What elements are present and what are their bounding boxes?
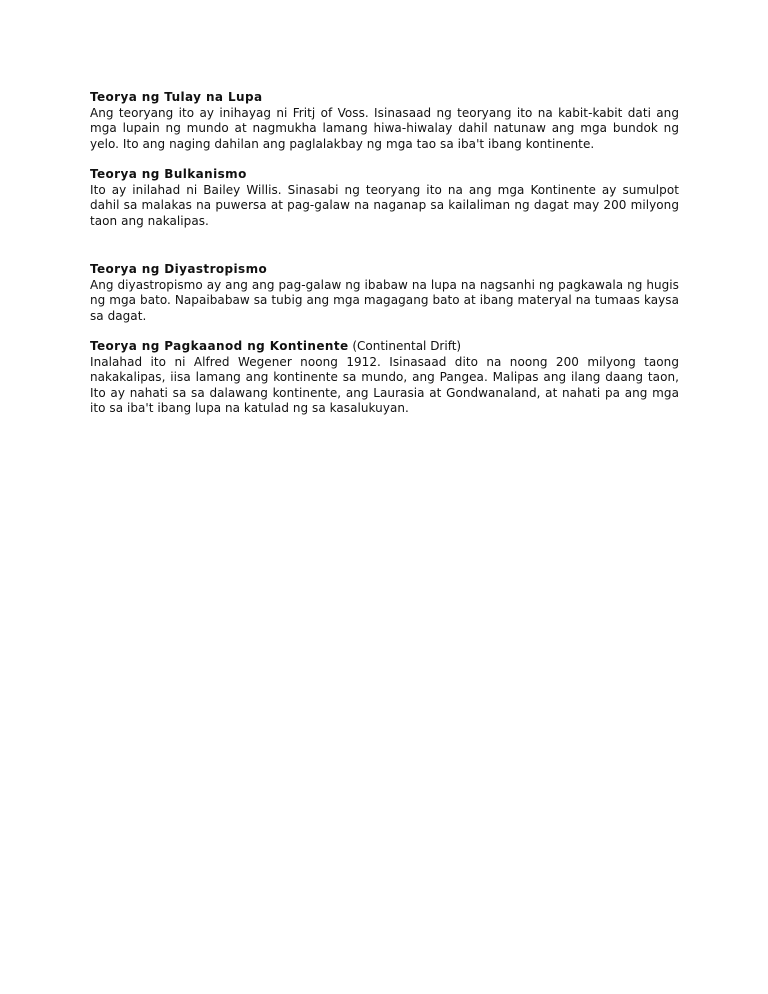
section-body: Ang teoryang ito ay inihayag ni Fritj of Voss. Isinasaad ng teoryang ito na kabit-kabit dati ang mga lupain ng mundo at nagmukha lamang hiwa-hiwalay dahil natunaw ang mga bundok ng yelo. Ito ang naging dahilan ang paglalakbay ng mga tao sa iba't ibang kontinente. [90,105,679,151]
section-bulkanismo [90,167,679,229]
section-heading [90,167,679,183]
section-heading-note: (Continental Drift) [348,339,462,353]
section-diyastropismo [90,262,679,324]
section-heading [90,262,679,278]
section-body: Ito ay inilahad ni Bailey Willis. Sinasabi ng teoryang ito na ang mga Kontinente ay sumulpot dahil sa malakas na puwersa at pag-galaw na naganap sa kailaliman ng dagat may 200 milyong taon ang nakalipas. [90,182,679,228]
section-body: Inalahad ito ni Alfred Wegener noong 1912. Isinasaad dito na noong 200 milyong taong nakakalipas, iisa lamang ang kontinente sa mundo, ang Pangea. Malipas ang ilang daang taon, Ito ay nahati sa sa dalawang kontinente, ang Laurasia at Gondwanaland, at nahati pa ang mga ito sa iba't ibang lupa na katulad ng sa kasalukuyan. [90,354,679,415]
document-page [90,90,679,417]
section-heading-text: Teorya ng Tulay na Lupa [90,90,263,104]
section-heading-text: Teorya ng Pagkaanod ng Kontinente [90,339,349,353]
section-pagkaanod-ng-kontinente [90,339,679,417]
section-heading-text: Teorya ng Diyastropismo [90,262,268,276]
section-tulay-na-lupa [90,90,679,152]
section-heading [90,339,679,355]
section-body: Ang diyastropismo ay ang ang pag-galaw ng ibabaw na lupa na nagsanhi ng pagkawala ng hugis ng mga bato. Napaibabaw sa tubig ang mga magagang bato at ibang materyal na tumaas kaysa sa dagat. [90,277,679,323]
section-heading [90,90,679,106]
section-heading-text: Teorya ng Bulkanismo [90,167,247,181]
